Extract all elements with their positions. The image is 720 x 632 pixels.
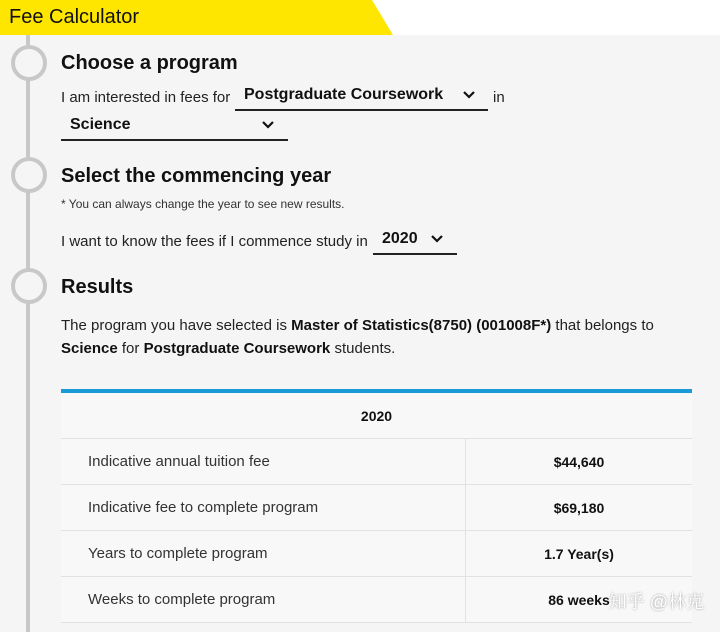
section-title-program: Choose a program — [61, 52, 238, 74]
faculty-value: Science — [70, 116, 131, 133]
table-header-row — [61, 393, 692, 439]
selected-program: Master of Statistics(8750) (001008F*) — [291, 317, 552, 334]
row-label: Weeks to complete program — [61, 577, 466, 622]
connector-text: in — [493, 89, 505, 106]
table-row — [61, 531, 692, 577]
result-text-part: that belongs to — [551, 317, 654, 334]
program-type-select[interactable] — [235, 85, 488, 111]
faculty-select[interactable] — [61, 115, 288, 141]
program-intro-text: I am interested in fees for — [61, 89, 231, 106]
result-text-part: The program you have selected is — [61, 317, 292, 334]
step-2-circle — [11, 157, 47, 193]
row-label: Years to complete program — [61, 531, 466, 576]
year-value: 2020 — [382, 230, 418, 247]
selected-faculty: Science — [61, 340, 118, 357]
fee-results-table — [61, 389, 692, 623]
result-description — [61, 314, 681, 360]
row-label: Indicative annual tuition fee — [61, 439, 466, 484]
selected-program-type: Postgraduate Coursework — [143, 340, 331, 357]
row-label: Indicative fee to complete program — [61, 485, 466, 530]
result-text-part: students. — [330, 340, 396, 357]
row-value: $69,180 — [553, 499, 605, 516]
program-type-value: Postgraduate Coursework — [244, 86, 444, 103]
chevron-down-icon — [462, 88, 476, 102]
table-row — [61, 439, 692, 485]
result-text-part: for — [117, 340, 144, 357]
row-value: $44,640 — [553, 453, 605, 470]
section-title-year: Select the commencing year — [61, 165, 332, 187]
table-row — [61, 485, 692, 531]
chevron-down-icon — [261, 118, 275, 132]
watermark: 知乎 @林克 — [608, 592, 704, 612]
year-select[interactable] — [373, 229, 457, 255]
year-note: * You can always change the year to see new results. — [61, 197, 345, 211]
section-title-results: Results — [61, 276, 134, 298]
step-1-circle — [11, 45, 47, 81]
row-value: 1.7 Year(s) — [544, 545, 614, 562]
table-header-year: 2020 — [360, 407, 393, 424]
table-row — [61, 577, 692, 623]
row-value: 86 weeks — [548, 591, 610, 608]
year-intro-text: I want to know the fees if I commence study in — [61, 233, 368, 250]
chevron-down-icon — [430, 232, 444, 246]
page-title: Fee Calculator — [9, 6, 140, 28]
step-3-circle — [11, 268, 47, 304]
timeline-line — [26, 35, 30, 632]
